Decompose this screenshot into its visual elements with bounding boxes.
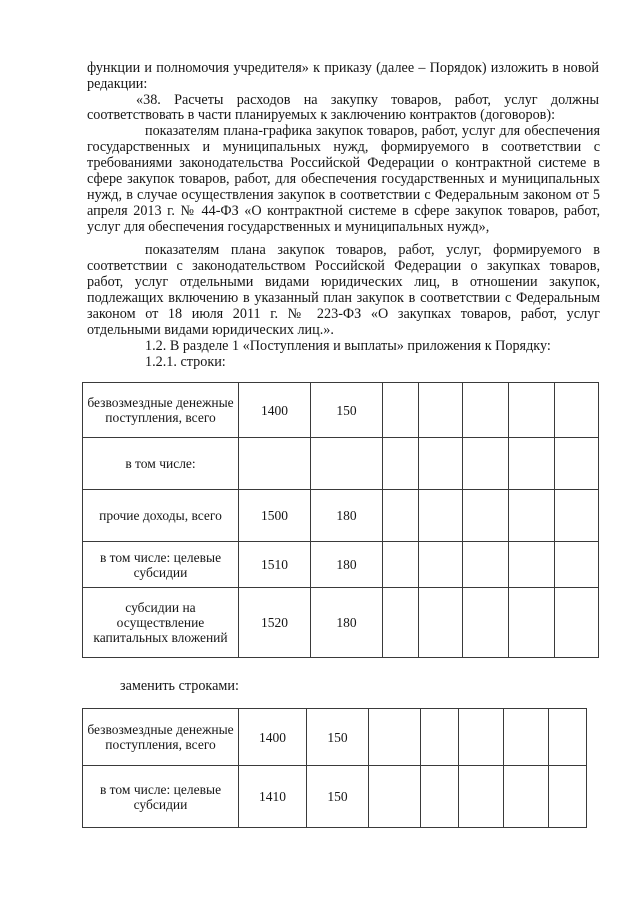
table-row bbox=[83, 438, 599, 490]
text-line: апреля 2013 г. № 44-ФЗ «О контрактной системе в сфере закупок товаров, работ, bbox=[87, 203, 600, 219]
row-code: 1520 bbox=[239, 588, 311, 658]
rows-table-old bbox=[82, 382, 599, 658]
text-line: функции и полномочия учредителя» к приказу (далее – Порядок) изложить в новой bbox=[87, 60, 599, 76]
row-kosgu: 180 bbox=[311, 490, 383, 542]
empty-cell bbox=[463, 383, 509, 438]
empty-cell bbox=[509, 490, 555, 542]
empty-cell bbox=[421, 709, 459, 766]
row-code: 1400 bbox=[239, 383, 311, 438]
text-line: показателям плана-графика закупок товаров, работ, услуг для обеспечения bbox=[145, 123, 600, 139]
row-kosgu: 150 bbox=[307, 766, 369, 828]
text-line: государственных и муниципальных нужд, формируемого в соответствии с bbox=[87, 139, 600, 155]
empty-cell bbox=[419, 383, 463, 438]
empty-cell bbox=[555, 438, 599, 490]
row-label: безвозмездные денежные поступления, всего bbox=[83, 709, 239, 766]
empty-cell bbox=[549, 766, 587, 828]
empty-cell bbox=[421, 766, 459, 828]
empty-cell bbox=[459, 766, 504, 828]
text-line: работ, услуг отдельными видами юридических лиц, в отношении закупок, bbox=[87, 274, 600, 290]
text-line: сфере закупок товаров, работ, для обеспечения государственных и муниципальных bbox=[87, 171, 600, 187]
empty-cell bbox=[383, 490, 419, 542]
table-row bbox=[83, 542, 599, 588]
table-row bbox=[83, 766, 587, 828]
text-line: «38. Расчеты расходов на закупку товаров, работ, услуг должны bbox=[136, 92, 599, 108]
empty-cell bbox=[463, 542, 509, 588]
empty-cell bbox=[463, 490, 509, 542]
empty-cell bbox=[419, 588, 463, 658]
empty-cell bbox=[463, 438, 509, 490]
row-kosgu: 150 bbox=[307, 709, 369, 766]
row-kosgu: 180 bbox=[311, 542, 383, 588]
empty-cell bbox=[509, 438, 555, 490]
text-line: нужд, в случае осуществления закупок в соответствии с Федеральным законом от 5 bbox=[87, 187, 600, 203]
empty-cell bbox=[509, 588, 555, 658]
rows-table-new bbox=[82, 708, 587, 828]
empty-cell bbox=[419, 490, 463, 542]
empty-cell bbox=[509, 383, 555, 438]
text-line: отдельными видами юридических лиц.». bbox=[87, 322, 334, 338]
replace-label: заменить строками: bbox=[120, 678, 239, 694]
text-line: редакции: bbox=[87, 76, 148, 92]
table-row bbox=[83, 588, 599, 658]
text-line: 1.2.1. строки: bbox=[145, 354, 226, 370]
row-label: безвозмездные денежные поступления, всего bbox=[83, 383, 239, 438]
empty-cell bbox=[555, 383, 599, 438]
empty-cell bbox=[383, 383, 419, 438]
row-label: в том числе: bbox=[83, 438, 239, 490]
empty-cell bbox=[383, 542, 419, 588]
text-line: соответствии с законодательством Российской Федерации о закупках товаров, bbox=[87, 258, 600, 274]
text-line: услуг для обеспечения государственных и муниципальных нужд», bbox=[87, 219, 490, 235]
empty-cell bbox=[383, 588, 419, 658]
row-kosgu: 180 bbox=[311, 588, 383, 658]
empty-cell bbox=[419, 542, 463, 588]
empty-cell bbox=[549, 709, 587, 766]
row-label: в том числе: целевые субсидии bbox=[83, 766, 239, 828]
row-label: субсидии на осуществление капитальных вложений bbox=[83, 588, 239, 658]
empty-cell bbox=[369, 766, 421, 828]
empty-cell bbox=[383, 438, 419, 490]
empty-cell bbox=[555, 588, 599, 658]
empty-cell bbox=[504, 766, 549, 828]
text-line: законом от 18 июля 2011 г. № 223-ФЗ «О закупках товаров, работ, услуг bbox=[87, 306, 600, 322]
table-row bbox=[83, 709, 587, 766]
row-kosgu: 150 bbox=[311, 383, 383, 438]
row-label: прочие доходы, всего bbox=[83, 490, 239, 542]
row-code: 1410 bbox=[239, 766, 307, 828]
text-line: соответствовать в части планируемых к заключению контрактов (договоров): bbox=[87, 107, 556, 123]
row-code: 1500 bbox=[239, 490, 311, 542]
table-row bbox=[83, 490, 599, 542]
text-line: показателям плана закупок товаров, работ, услуг, формируемого в bbox=[145, 242, 600, 258]
row-code: 1400 bbox=[239, 709, 307, 766]
row-kosgu bbox=[311, 438, 383, 490]
empty-cell bbox=[509, 542, 555, 588]
empty-cell bbox=[504, 709, 549, 766]
empty-cell bbox=[555, 542, 599, 588]
empty-cell bbox=[459, 709, 504, 766]
empty-cell bbox=[463, 588, 509, 658]
text-line: подлежащих включению в указанный план закупок в соответствии с Федеральным bbox=[87, 290, 600, 306]
row-label: в том числе: целевые субсидии bbox=[83, 542, 239, 588]
table-row bbox=[83, 383, 599, 438]
text-line: 1.2. В разделе 1 «Поступления и выплаты» приложения к Порядку: bbox=[145, 338, 551, 354]
empty-cell bbox=[369, 709, 421, 766]
empty-cell bbox=[419, 438, 463, 490]
row-code bbox=[239, 438, 311, 490]
row-code: 1510 bbox=[239, 542, 311, 588]
empty-cell bbox=[555, 490, 599, 542]
text-line: требованиями законодательства Российской Федерации о контрактной системе в bbox=[87, 155, 600, 171]
